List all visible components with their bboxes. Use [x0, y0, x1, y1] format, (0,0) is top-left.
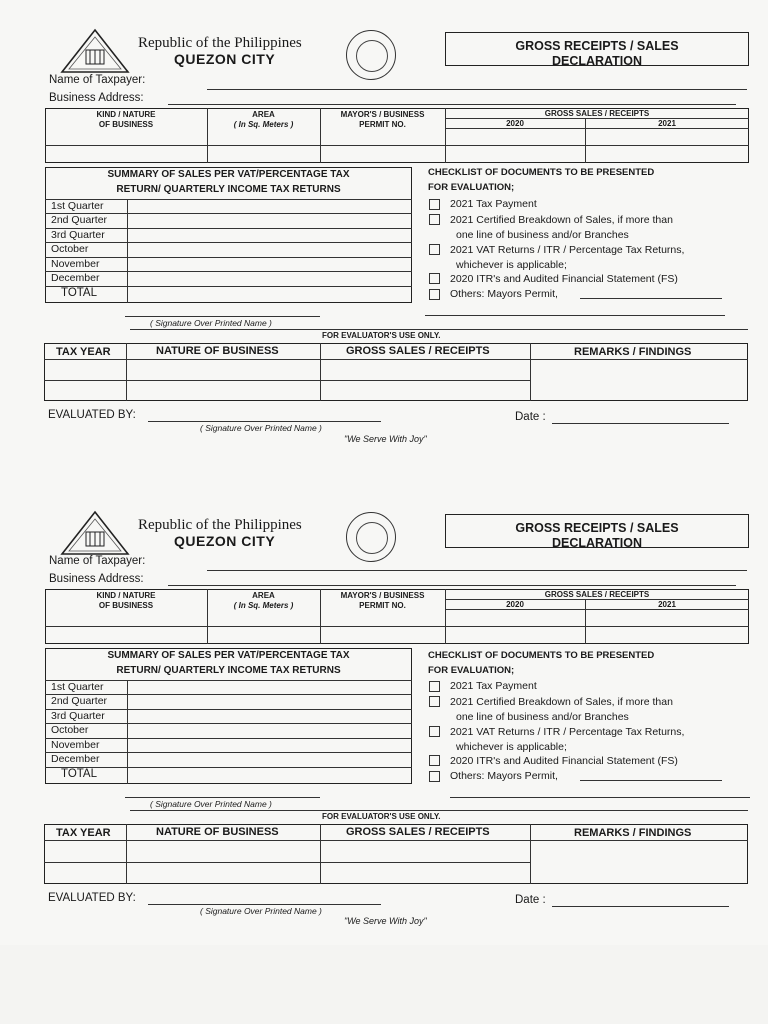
check-item-tax-payment: 2021 Tax Payment [450, 680, 537, 692]
col-year-2021: 2021 [658, 119, 676, 128]
checkbox-itr-afs[interactable] [429, 273, 440, 284]
others-field[interactable] [580, 780, 722, 781]
summary-row-label: 2nd Quarter [51, 695, 108, 707]
checkbox-itr-afs[interactable] [429, 755, 440, 766]
col-gross-sales: GROSS SALES / RECEIPTS [346, 826, 490, 838]
check-item-vat-returns: 2021 VAT Returns / ITR / Percentage Tax Returns, [450, 244, 685, 256]
col-permit-2: PERMIT NO. [359, 601, 406, 610]
city-hall-logo-icon [60, 510, 130, 558]
check-item-vat-returns-cont: whichever is applicable; [456, 741, 567, 753]
col-permit-2: PERMIT NO. [359, 120, 406, 129]
col-tax-year: TAX YEAR [56, 346, 111, 358]
republic-label: Republic of the Philippines [138, 517, 302, 533]
col-gross-sales: GROSS SALES / RECEIPTS [346, 345, 490, 357]
col-kind-1: KIND / NATURE [96, 110, 156, 119]
check-item-tax-payment: 2021 Tax Payment [450, 198, 537, 210]
motto: "We Serve With Joy" [344, 916, 427, 926]
col-tax-year: TAX YEAR [56, 827, 111, 839]
motto: "We Serve With Joy" [344, 434, 427, 444]
republic-label: Republic of the Philippines [138, 35, 302, 51]
checkbox-breakdown[interactable] [429, 214, 440, 225]
col-area-1: AREA [252, 591, 275, 600]
col-area-2: ( In Sq. Meters ) [233, 120, 294, 129]
city-label: QUEZON CITY [174, 51, 276, 67]
summary-row-label: 1st Quarter [51, 200, 104, 212]
checkbox-tax-payment[interactable] [429, 199, 440, 210]
checklist-title-2: FOR EVALUATION; [428, 665, 515, 676]
form-title-line1: GROSS RECEIPTS / SALES [515, 521, 679, 535]
col-kind-2: OF BUSINESS [98, 601, 154, 610]
form-title-box [445, 32, 749, 66]
col-kind-2: OF BUSINESS [98, 120, 154, 129]
check-item-vat-returns: 2021 VAT Returns / ITR / Percentage Tax Returns, [450, 726, 685, 738]
summary-row-label: October [51, 724, 89, 736]
checkbox-breakdown[interactable] [429, 696, 440, 707]
summary-row-label: 2nd Quarter [51, 214, 108, 226]
summary-title-2: RETURN/ QUARTERLY INCOME TAX RETURNS [116, 184, 341, 195]
check-item-itr-afs: 2020 ITR's and Audited Financial Statement (FS) [450, 273, 678, 285]
check-item-itr-afs: 2020 ITR's and Audited Financial Statement (FS) [450, 755, 678, 767]
col-remarks: REMARKS / FINDINGS [574, 346, 692, 358]
summary-title-2: RETURN/ QUARTERLY INCOME TAX RETURNS [116, 665, 341, 676]
check-item-breakdown-cont: one line of business and/or Branches [456, 711, 629, 723]
taxpayer-label: Name of Taxpayer: [49, 555, 146, 567]
form-title-box [445, 514, 749, 548]
checkbox-vat-returns[interactable] [429, 244, 440, 255]
address-field[interactable] [168, 104, 736, 105]
city-label: QUEZON CITY [174, 533, 276, 549]
signature-line[interactable] [125, 316, 320, 317]
check-item-breakdown: 2021 Certified Breakdown of Sales, if more than [450, 214, 673, 226]
city-seal-icon [346, 30, 396, 80]
checkbox-others[interactable] [429, 771, 440, 782]
checkbox-tax-payment[interactable] [429, 681, 440, 692]
evaluated-by-field[interactable] [148, 421, 381, 422]
col-permit-1: MAYOR'S / BUSINESS [340, 110, 425, 119]
signature-label: ( Signature Over Printed Name ) [150, 318, 272, 328]
evaluated-by-field[interactable] [148, 904, 381, 905]
col-area-2: ( In Sq. Meters ) [233, 601, 294, 610]
summary-row-label: 1st Quarter [51, 681, 104, 693]
col-year-2021: 2021 [658, 600, 676, 609]
city-hall-logo-icon [60, 28, 130, 76]
taxpayer-field[interactable] [207, 89, 747, 90]
summary-total-label: TOTAL [61, 287, 97, 299]
evaluator-signature-label: ( Signature Over Printed Name ) [200, 906, 322, 916]
check-item-others: Others: Mayors Permit, [450, 770, 558, 782]
address-label: Business Address: [49, 92, 144, 104]
declaration-form-2 [0, 482, 768, 952]
city-seal-icon [346, 512, 396, 562]
date-label: Date : [515, 411, 546, 423]
col-remarks: REMARKS / FINDINGS [574, 827, 692, 839]
col-permit-1: MAYOR'S / BUSINESS [340, 591, 425, 600]
summary-row-label: 3rd Quarter [51, 229, 105, 241]
checklist-title-1: CHECKLIST OF DOCUMENTS TO BE PRESENTED [428, 167, 655, 178]
evaluator-signature-label: ( Signature Over Printed Name ) [200, 423, 322, 433]
summary-total-label: TOTAL [61, 768, 97, 780]
checkbox-vat-returns[interactable] [429, 726, 440, 737]
col-gross: GROSS SALES / RECEIPTS [544, 109, 650, 118]
address-field[interactable] [168, 585, 736, 586]
taxpayer-label: Name of Taxpayer: [49, 74, 146, 86]
signature-line[interactable] [125, 797, 320, 798]
summary-title-1: SUMMARY OF SALES PER VAT/PERCENTAGE TAX [107, 169, 350, 180]
checklist-title-1: CHECKLIST OF DOCUMENTS TO BE PRESENTED [428, 650, 655, 661]
signature-label: ( Signature Over Printed Name ) [150, 799, 272, 809]
form-title-line2: DECLARATION [551, 536, 643, 550]
summary-title-1: SUMMARY OF SALES PER VAT/PERCENTAGE TAX [107, 650, 350, 661]
col-kind-1: KIND / NATURE [96, 591, 156, 600]
evaluator-use-label: FOR EVALUATOR'S USE ONLY. [322, 331, 441, 340]
evaluator-use-label: FOR EVALUATOR'S USE ONLY. [322, 812, 441, 821]
taxpayer-field[interactable] [207, 570, 747, 571]
summary-row-label: 3rd Quarter [51, 710, 105, 722]
form-title-line2: DECLARATION [551, 54, 643, 68]
date-field[interactable] [552, 423, 729, 424]
evaluated-by-label: EVALUATED BY: [48, 892, 136, 904]
others-field[interactable] [580, 298, 722, 299]
check-item-vat-returns-cont: whichever is applicable; [456, 259, 567, 271]
date-field[interactable] [552, 906, 729, 907]
col-nature-business: NATURE OF BUSINESS [156, 345, 279, 357]
date-label: Date : [515, 894, 546, 906]
check-item-others: Others: Mayors Permit, [450, 288, 558, 300]
summary-row-label: November [51, 739, 100, 751]
address-label: Business Address: [49, 573, 144, 585]
checkbox-others[interactable] [429, 289, 440, 300]
summary-row-label: October [51, 243, 89, 255]
check-item-breakdown: 2021 Certified Breakdown of Sales, if more than [450, 696, 673, 708]
evaluated-by-label: EVALUATED BY: [48, 409, 136, 421]
col-year-2020: 2020 [506, 119, 524, 128]
col-nature-business: NATURE OF BUSINESS [156, 826, 279, 838]
summary-row-label: December [51, 753, 100, 765]
check-item-breakdown-cont: one line of business and/or Branches [456, 229, 629, 241]
summary-row-label: November [51, 258, 100, 270]
summary-row-label: December [51, 272, 100, 284]
checklist-title-2: FOR EVALUATION; [428, 182, 515, 193]
col-gross: GROSS SALES / RECEIPTS [544, 590, 650, 599]
col-area-1: AREA [252, 110, 275, 119]
col-year-2020: 2020 [506, 600, 524, 609]
declaration-form-1 [0, 0, 768, 470]
form-title-line1: GROSS RECEIPTS / SALES [515, 39, 679, 53]
